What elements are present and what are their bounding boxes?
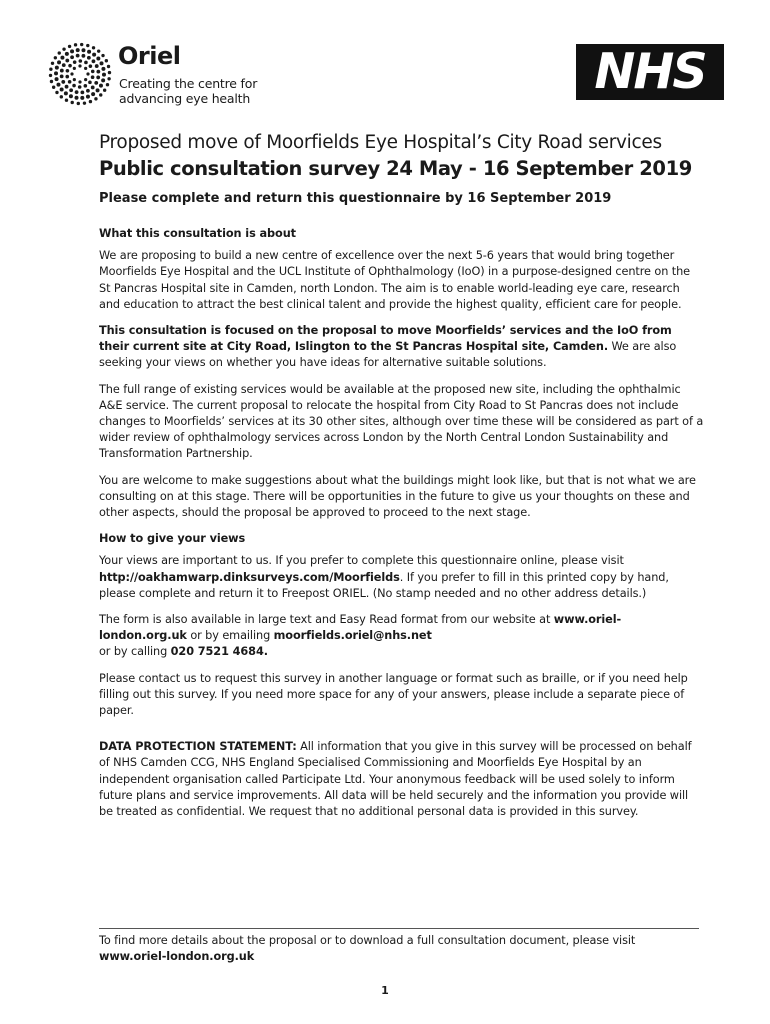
website-link[interactable]: www.oriel-london.org.uk [99,613,622,643]
formats-text: The form is also available in large text and Easy Read format from our website at [99,613,554,627]
about-heading: What this consultation is about [99,227,296,240]
data-protection-statement [99,739,704,820]
views-heading: How to give your views [99,532,246,546]
views-online-text: Your views are important to us. If you prefer to complete this questionnaire online, please visit [99,554,624,568]
oriel-sunburst-icon [48,42,112,106]
logo-tagline-line1: Creating the centre for [119,76,258,91]
footer-text: To find more details about the proposal or to download a full consultation document, please visit [99,934,636,947]
survey-link[interactable]: http://oakhamwarp.dinksurveys.com/Moorfields [99,570,400,584]
logo-tagline [119,76,257,106]
nhs-logo: NHS [576,44,724,100]
about-paragraph-1: We are proposing to build a new centre of excellence over the next 5-6 years that would bring together Moorfields Eye Hospital and the UCL Institute of Ophthalmology (IoO) in a purpose-designed centre on the St Pancras Hospital site in Camden, north London. The aim is to enable world-leading eye care, research and education to attract the best clinical talent and provide the highest quality, efficient care for people. [99,249,690,311]
page-title: Proposed move of Moorfields Eye Hospital’s City Road services [99,132,662,153]
footer-divider [99,928,699,929]
email-link[interactable]: moorfields.oriel@nhs.net [273,629,432,643]
views-paragraph-2 [99,612,704,661]
views-paragraph-1 [99,553,704,602]
data-protection-text: All information that you give in this survey will be processed on behalf of NHS Camden CCG, NHS England Specialised Commissioning and Moorfields Eye Hospital by an independent organisation called Participate Ltd. Your anonymous feedback will be used solely to inform future plans and service improvements. All data will be held securely and the information you provide will be treated as confidential. We request that no additional personal data is provided in this survey. [99,740,692,819]
page-subtitle: Public consultation survey 24 May - 16 September 2019 [99,157,692,180]
views-freepost-text: . If you prefer to fill in this printed copy by hand, please complete and return it to Freepost ORIEL. (No stamp needed and no other address details.) [99,570,669,600]
about-paragraph-4: You are welcome to make suggestions about what the buildings might look like, but that is not what we are consulting on at this stage. There will be opportunities in the future to give us your thoughts on these and other aspects, should the proposal be approved to proceed to the next stage. [99,473,696,520]
document-body [99,226,704,830]
data-protection-label: DATA PROTECTION STATEMENT: [99,740,297,754]
logo-tagline-line2: advancing eye health [119,91,251,106]
phone-number: 020 7521 4684. [170,645,268,659]
footer-website-link[interactable]: www.oriel-london.org.uk [99,950,255,964]
page-number: 1 [381,984,389,997]
logo-name: Oriel [118,42,181,70]
email-text: or by emailing [186,629,274,643]
return-deadline: Please complete and return this questionnaire by 16 September 2019 [99,191,612,206]
about-paragraph-3: The full range of existing services would be available at the proposed new site, including the ophthalmic A&E service. The current proposal to relocate the hospital from City Road to St Pancras does not include changes to Moorfields’ services at its 30 other sites, although over time these will be considered as part of a wider review of ophthalmology services across London by the North Central London Sustainability and Transformation Partnership. [99,382,704,461]
about-paragraph-2 [99,323,704,372]
phone-text: or by calling [99,645,171,659]
oriel-logo [48,42,298,108]
footer-note [99,933,704,965]
about-alternatives-text: We are also seeking your views on whether you have ideas for alternative suitable solutions. [99,340,677,370]
about-focus-statement: This consultation is focused on the proposal to move Moorfields’ services and the IoO from their current site at City Road, Islington to the St Pancras Hospital site, Camden. [99,324,672,354]
views-paragraph-3: Please contact us to request this survey in another language or format such as braille, or if you need help filling out this survey. If you need more space for any of your answers, please include a separate piece of paper. [99,671,688,718]
